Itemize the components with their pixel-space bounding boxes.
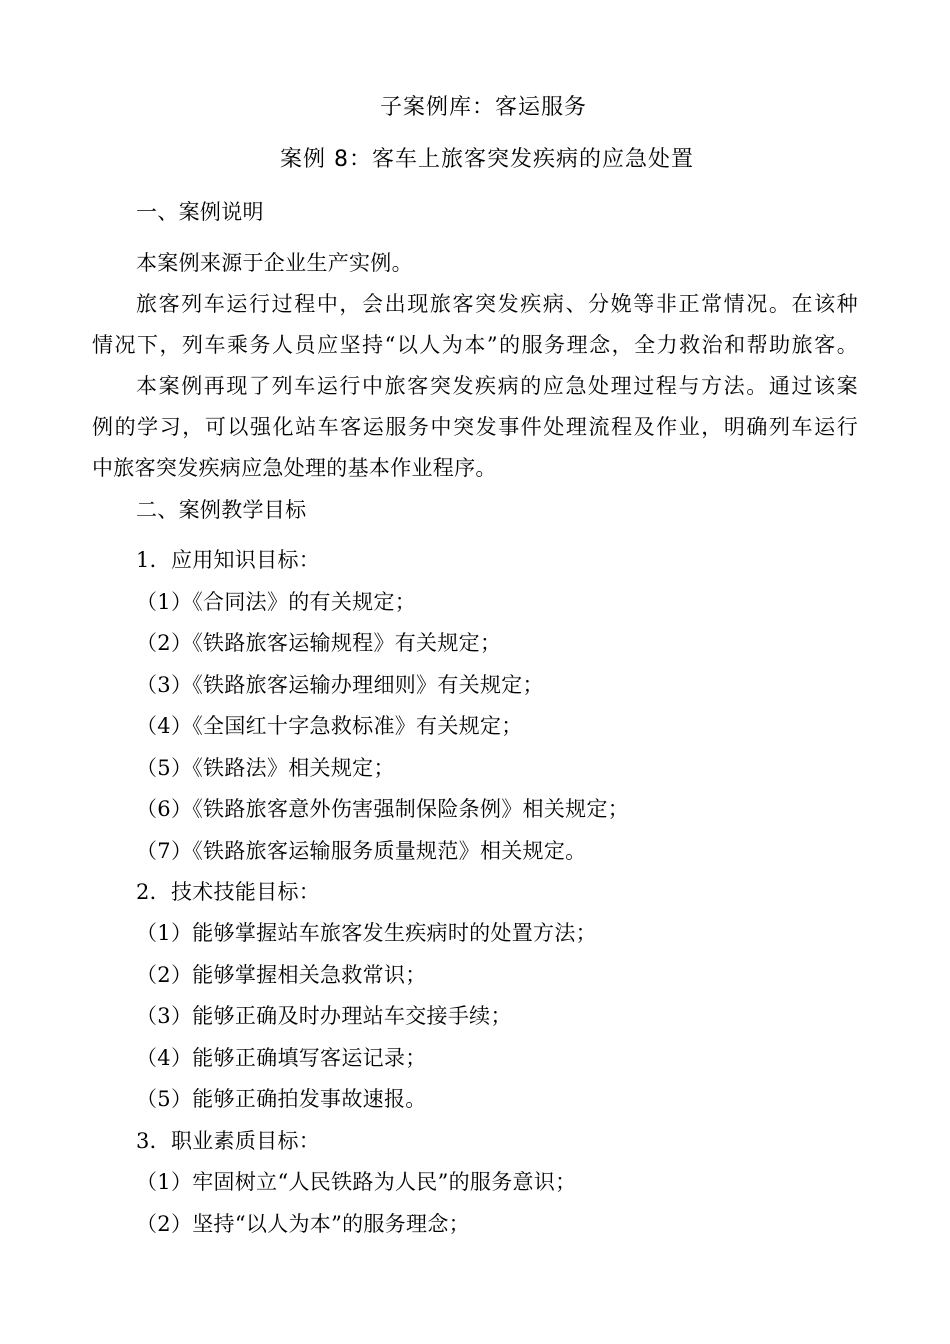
list-item: （1）牢固树立“人民铁路为人民”的服务意识； [136, 1170, 577, 1194]
list-item: （6）《铁路旅客意外伤害强制保险条例》相关规定； [136, 797, 630, 821]
goal-knowledge-title: 1．应用知识目标： [136, 548, 321, 572]
list-item: （4）《全国红十字急救标准》有关规定； [136, 714, 523, 738]
paragraph-purpose-line1: 本案例再现了列车运行中旅客突发疾病的应急处理过程与方法。通过该案 [136, 374, 858, 398]
paragraph-context-line1: 旅客列车运行过程中，会出现旅客突发疾病、分娩等非正常情况。在该种 [136, 292, 858, 316]
list-item: （2）坚持“以人为本”的服务理念； [136, 1212, 470, 1236]
case-title: 案例 8：客车上旅客突发疾病的应急处置 [280, 147, 694, 172]
list-item: （1）《合同法》的有关规定； [136, 590, 417, 614]
list-item: （4）能够正确填写客运记录； [136, 1046, 427, 1070]
paragraph-purpose-line3: 中旅客突发疾病应急处理的基本作业程序。 [92, 456, 497, 480]
list-item: （3）能够正确及时办理站车交接手续； [136, 1004, 512, 1028]
list-item: （2）能够掌握相关急救常识； [136, 963, 427, 987]
goal-quality-title: 3．职业素质目标： [136, 1129, 321, 1153]
list-item: （5）能够正确拍发事故速报。 [136, 1087, 427, 1111]
list-item: （3）《铁路旅客运输办理细则》有关规定； [136, 673, 544, 697]
list-item: （1）能够掌握站车旅客发生疾病时的处置方法； [136, 921, 597, 945]
section-heading-objectives: 二、案例教学目标 [136, 498, 307, 522]
section-heading-description: 一、案例说明 [136, 200, 264, 224]
list-item: （5）《铁路法》相关规定； [136, 756, 395, 780]
paragraph-context-line2: 情况下，列车乘务人员应坚持“以人为本”的服务理念，全力救治和帮助旅客。 [92, 333, 858, 357]
goal-skills-title: 2．技术技能目标： [136, 880, 321, 904]
list-item: （7）《铁路旅客运输服务质量规范》相关规定。 [136, 839, 587, 863]
paragraph-source: 本案例来源于企业生产实例。 [136, 251, 413, 275]
list-item: （2）《铁路旅客运输规程》有关规定； [136, 631, 502, 655]
library-title: 子案例库：客运服务 [380, 95, 588, 120]
paragraph-purpose-line2: 例的学习，可以强化站车客运服务中突发事件处理流程及作业，明确列车运行 [92, 415, 858, 439]
